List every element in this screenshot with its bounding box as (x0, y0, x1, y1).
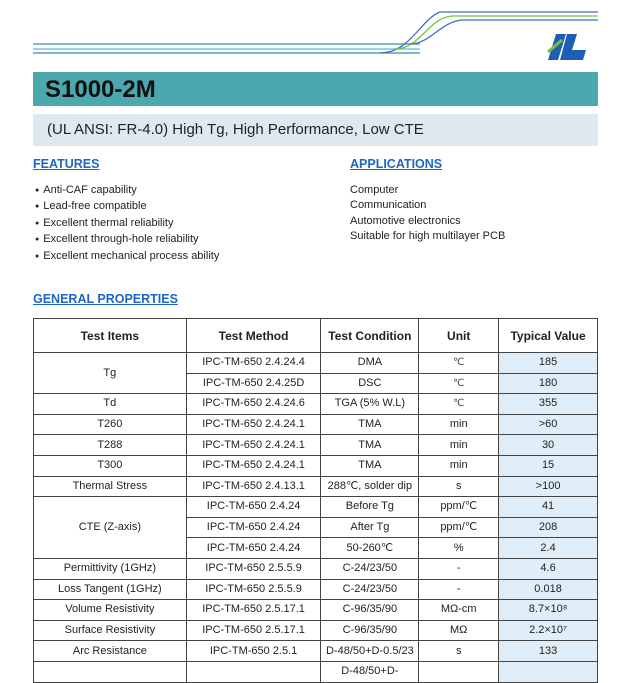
unit-cell: - (419, 558, 499, 579)
application-item: Automotive electronics (350, 214, 461, 227)
test-method-cell: IPC-TM-650 2.4.24.6 (186, 394, 321, 415)
test-condition-cell: C-96/35/90 (321, 620, 419, 641)
applications-heading: APPLICATIONS (350, 157, 443, 171)
table-row (34, 579, 598, 600)
typical-value-cell: 133 (499, 641, 598, 662)
unit-cell: s (419, 641, 499, 662)
test-item-cell: Td (34, 394, 187, 415)
table-row (34, 414, 598, 435)
test-method-cell: IPC-TM-650 2.4.25D (186, 373, 321, 394)
test-method-cell: IPC-TM-650 2.4.24 (186, 497, 321, 518)
product-subtitle: (UL ANSI: FR-4.0) High Tg, High Performance, Low CTE (47, 121, 424, 138)
test-item-cell: Thermal Stress (34, 476, 187, 497)
column-header: Test Items (34, 319, 187, 353)
feature-item: ● Excellent thermal reliability (35, 216, 219, 232)
column-header: Typical Value (499, 319, 598, 353)
column-header: Test Condition (321, 319, 419, 353)
unit-cell: MΩ (419, 620, 499, 641)
table-row (34, 476, 598, 497)
test-method-cell (186, 661, 321, 682)
typical-value-cell: 15 (499, 455, 598, 476)
test-condition-cell: TGA (5% W.L) (321, 394, 419, 415)
typical-value-cell: 208 (499, 517, 598, 538)
test-condition-cell: 50-260℃ (321, 538, 419, 559)
test-condition-cell: After Tg (321, 517, 419, 538)
table-row (34, 558, 598, 579)
test-condition-cell: C-24/23/50 (321, 579, 419, 600)
unit-cell: ℃ (419, 373, 499, 394)
test-method-cell: IPC-TM-650 2.4.24.1 (186, 455, 321, 476)
test-condition-cell: TMA (321, 414, 419, 435)
unit-cell: - (419, 579, 499, 600)
typical-value-cell: 0.018 (499, 579, 598, 600)
test-condition-cell: C-96/35/90 (321, 600, 419, 621)
test-item-cell: T288 (34, 435, 187, 456)
application-item: Suitable for high multilayer PCB (350, 230, 506, 243)
feature-item: ● Excellent mechanical process ability (35, 249, 219, 265)
unit-cell: min (419, 414, 499, 435)
table-row (34, 353, 598, 374)
test-condition-cell: Before Tg (321, 497, 419, 518)
typical-value-cell: 8.7×10⁸ (499, 600, 598, 621)
test-method-cell: IPC-TM-650 2.5.5.9 (186, 558, 321, 579)
feature-item: ● Lead-free compatible (35, 199, 219, 215)
unit-cell: MΩ-cm (419, 600, 499, 621)
unit-cell: ℃ (419, 394, 499, 415)
test-method-cell: IPC-TM-650 2.4.24.1 (186, 414, 321, 435)
test-method-cell: IPC-TM-650 2.4.24.4 (186, 353, 321, 374)
test-condition-cell: D-48/50+D-0.5/23 (321, 641, 419, 662)
test-method-cell: IPC-TM-650 2.4.24 (186, 517, 321, 538)
general-properties-heading: GENERAL PROPERTIES (33, 292, 178, 306)
table-row (34, 497, 598, 518)
typical-value-cell: >100 (499, 476, 598, 497)
unit-cell: min (419, 455, 499, 476)
subtitle-bar (33, 114, 598, 146)
test-condition-cell: C-24/23/50 (321, 558, 419, 579)
product-title: S1000-2M (45, 76, 156, 103)
test-condition-cell: 288℃, solder dip (321, 476, 419, 497)
test-item-cell: T260 (34, 414, 187, 435)
column-header: Test Method (186, 319, 321, 353)
test-item-cell: Surface Resistivity (34, 620, 187, 641)
properties-table (33, 318, 598, 683)
header-decoration (0, 0, 628, 72)
table-row (34, 620, 598, 641)
test-item-cell: CTE (Z-axis) (34, 497, 187, 559)
feature-item: ● Excellent through-hole reliability (35, 232, 219, 248)
svg-text:SYL: SYL (600, 58, 602, 59)
typical-value-cell: 180 (499, 373, 598, 394)
test-condition-cell: TMA (321, 435, 419, 456)
test-method-cell: IPC-TM-650 2.5.5.9 (186, 579, 321, 600)
typical-value-cell: 355 (499, 394, 598, 415)
table-row (34, 641, 598, 662)
test-method-cell: IPC-TM-650 2.4.24 (186, 538, 321, 559)
unit-cell: ppm/℃ (419, 517, 499, 538)
test-condition-cell: DSC (321, 373, 419, 394)
test-item-cell: Permittivity (1GHz) (34, 558, 187, 579)
unit-cell: % (419, 538, 499, 559)
test-method-cell: IPC-TM-650 2.5.17.1 (186, 600, 321, 621)
unit-cell: ℃ (419, 353, 499, 374)
unit-cell: s (419, 476, 499, 497)
table-row (34, 435, 598, 456)
test-item-cell: Loss Tangent (1GHz) (34, 579, 187, 600)
test-condition-cell: D-48/50+D- (321, 661, 419, 682)
typical-value-cell: 30 (499, 435, 598, 456)
applications-list (350, 183, 505, 245)
features-list (35, 183, 219, 265)
table-row-partial (34, 661, 598, 682)
application-item: Communication (350, 199, 427, 212)
feature-item: ● Anti-CAF capability (35, 183, 219, 199)
typical-value-cell: >60 (499, 414, 598, 435)
test-item-cell: Arc Resistance (34, 641, 187, 662)
unit-cell (419, 661, 499, 682)
test-method-cell: IPC-TM-650 2.5.17.1 (186, 620, 321, 641)
typical-value-cell: 4.6 (499, 558, 598, 579)
unit-cell: min (419, 435, 499, 456)
typical-value-cell: 185 (499, 353, 598, 374)
application-item: Computer (350, 184, 399, 196)
test-item-cell (34, 661, 187, 682)
test-item-cell: Tg (34, 353, 187, 394)
test-condition-cell: TMA (321, 455, 419, 476)
typical-value-cell: 41 (499, 497, 598, 518)
table-row (34, 455, 598, 476)
test-item-cell: Volume Resistivity (34, 600, 187, 621)
test-method-cell: IPC-TM-650 2.4.13.1 (186, 476, 321, 497)
test-item-cell: T300 (34, 455, 187, 476)
features-heading: FEATURES (33, 157, 100, 171)
company-logo (548, 34, 602, 60)
typical-value-cell: 2.4 (499, 538, 598, 559)
test-method-cell: IPC-TM-650 2.4.24.1 (186, 435, 321, 456)
header-lines-graphic (0, 0, 628, 72)
typical-value-cell (499, 661, 598, 682)
table-row (34, 394, 598, 415)
unit-cell: ppm/℃ (419, 497, 499, 518)
test-method-cell: IPC-TM-650 2.5.1 (186, 641, 321, 662)
table-row (34, 600, 598, 621)
title-bar (33, 72, 598, 106)
column-header: Unit (419, 319, 499, 353)
table-header-row (34, 319, 598, 353)
typical-value-cell: 2.2×10⁷ (499, 620, 598, 641)
test-condition-cell: DMA (321, 353, 419, 374)
